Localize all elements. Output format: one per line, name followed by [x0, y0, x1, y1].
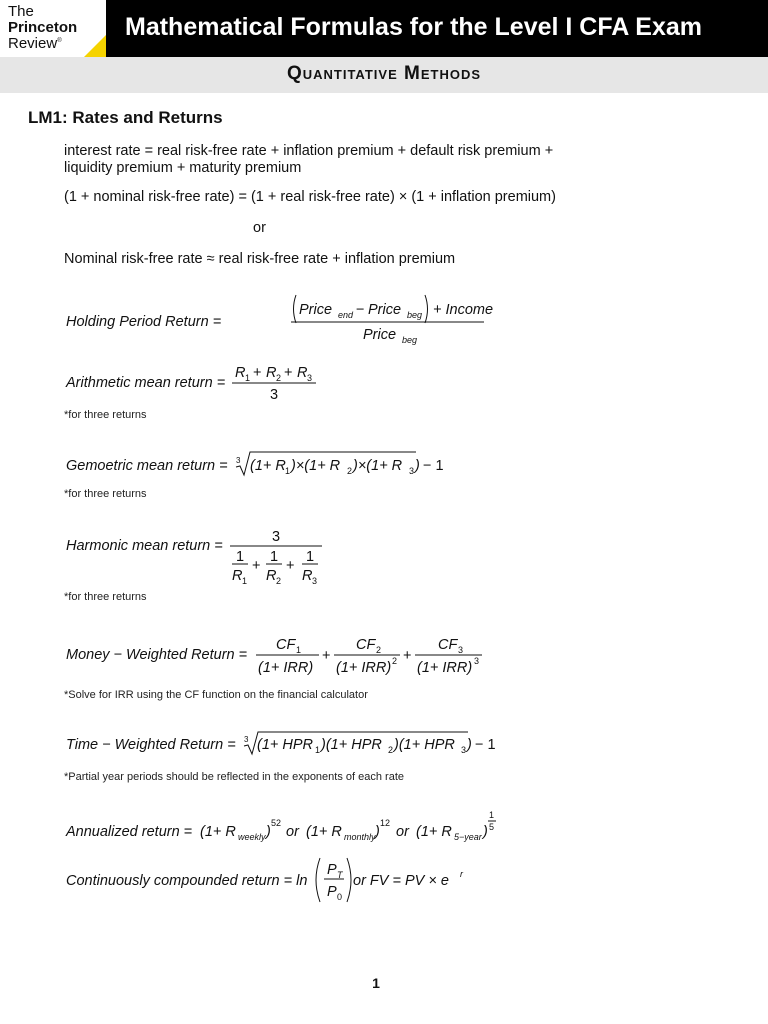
- page-number: 1: [372, 975, 380, 991]
- svg-text:(1+ R: (1+ R: [250, 458, 286, 474]
- annualized-return-formula: [60, 808, 510, 850]
- harmonic-note: *for three returns: [64, 591, 147, 603]
- svg-text:P: P: [327, 884, 337, 900]
- svg-text:+: +: [403, 648, 412, 664]
- svg-text:Gemoetric mean return =: Gemoetric mean return =: [66, 458, 228, 474]
- svg-text:2: 2: [347, 466, 353, 476]
- geometric-note: *for three returns: [64, 488, 147, 500]
- svg-text:1: 1: [285, 466, 291, 476]
- svg-text:1: 1: [489, 810, 495, 820]
- svg-text:(1+ R: (1+ R: [200, 824, 236, 840]
- svg-text:(1+ IRR): (1+ IRR): [417, 660, 473, 676]
- svg-text:R: R: [235, 365, 246, 381]
- svg-text:1: 1: [296, 645, 302, 655]
- svg-text:3: 3: [307, 373, 313, 383]
- svg-text:2: 2: [276, 576, 282, 586]
- logo-line-3: Review®: [8, 35, 62, 52]
- svg-text:(1+ R: (1+ R: [416, 824, 452, 840]
- svg-text:): ): [483, 824, 488, 840]
- svg-text:CF: CF: [438, 637, 458, 653]
- svg-text:monthly: monthly: [344, 832, 376, 842]
- svg-text:or FV = PV × e: or FV = PV × e: [353, 873, 449, 889]
- svg-text:− 1: − 1: [423, 458, 444, 474]
- svg-text:3: 3: [312, 576, 318, 586]
- document-title: Mathematical Formulas for the Level I CFA Exam: [125, 13, 703, 41]
- svg-text:12: 12: [380, 818, 391, 828]
- svg-text:R: R: [297, 365, 308, 381]
- svg-text:(1+ R: (1+ R: [306, 824, 342, 840]
- svg-text:): ): [415, 458, 420, 474]
- svg-text:(1+ HPR: (1+ HPR: [257, 737, 314, 753]
- svg-text:1: 1: [242, 576, 248, 586]
- svg-text:): ): [266, 824, 271, 840]
- trademark-mark: ®: [57, 38, 62, 44]
- svg-text:): ): [375, 824, 380, 840]
- svg-text:1: 1: [236, 549, 245, 565]
- svg-text:5: 5: [489, 822, 495, 832]
- harmonic-mean-formula: [60, 526, 380, 590]
- svg-text:1: 1: [306, 549, 315, 565]
- svg-text:CF: CF: [276, 637, 296, 653]
- svg-text:2: 2: [376, 645, 382, 655]
- logo-line-1: The: [8, 3, 34, 20]
- svg-text:2: 2: [276, 373, 282, 383]
- svg-text:3: 3: [236, 456, 241, 465]
- svg-text:(1+ IRR): (1+ IRR): [258, 660, 314, 676]
- holding-period-return-formula: [60, 292, 494, 352]
- svg-text:1: 1: [315, 745, 321, 755]
- svg-text:2: 2: [388, 745, 394, 755]
- svg-text:Time − Weighted Return =: Time − Weighted Return =: [66, 737, 236, 753]
- svg-text:Price: Price: [368, 302, 402, 318]
- nominal-rate-approximation: Nominal risk-free rate ≈ real risk-free rate + inflation premium: [64, 251, 456, 267]
- section-title: Quantitative Methods: [286, 63, 482, 84]
- svg-text:3: 3: [409, 466, 415, 476]
- irr-note: *Solve for IRR using the CF function on the financial calculator: [64, 689, 368, 701]
- svg-text:3: 3: [270, 387, 279, 403]
- money-weighted-return-formula: [60, 632, 500, 682]
- time-weighted-return-formula: [60, 728, 500, 762]
- svg-text:weekly: weekly: [238, 832, 266, 842]
- or-connector: or: [253, 220, 266, 236]
- logo-yellow-triangle: [84, 35, 106, 57]
- svg-text:Money − Weighted Return =: Money − Weighted Return =: [66, 647, 248, 663]
- svg-text:R: R: [232, 568, 243, 584]
- svg-text:)(1+ HPR: )(1+ HPR: [321, 737, 382, 753]
- svg-text:−: −: [356, 302, 365, 318]
- svg-text:Annualized return =: Annualized return =: [66, 824, 193, 840]
- lm1-heading: LM1: Rates and Returns: [28, 108, 223, 127]
- interest-rate-line-1: interest rate = real risk-free rate + inflation premium + default risk premium +: [64, 143, 554, 159]
- svg-text:+: +: [253, 365, 262, 381]
- nominal-rate-equation: (1 + nominal risk-free rate) = (1 + real risk-free rate) × (1 + inflation premium): [64, 189, 556, 205]
- svg-text:1: 1: [245, 373, 251, 383]
- svg-text:+: +: [286, 558, 295, 574]
- svg-text:CF: CF: [356, 637, 376, 653]
- svg-text:Continuously compounded return: Continuously compounded return = ln: [66, 873, 308, 889]
- svg-text:P: P: [327, 862, 337, 878]
- partial-year-note: *Partial year periods should be reflected in the exponents of each rate: [64, 771, 404, 783]
- svg-text:Price: Price: [299, 302, 333, 318]
- svg-text:Holding Period Return =: Holding Period Return =: [66, 314, 222, 330]
- arithmetic-mean-formula: [60, 362, 380, 406]
- svg-text:3: 3: [458, 645, 464, 655]
- svg-text:3: 3: [272, 529, 281, 545]
- svg-text:end: end: [338, 310, 354, 320]
- svg-text:)×(1+ R: )×(1+ R: [353, 458, 403, 474]
- svg-text:beg: beg: [402, 335, 418, 345]
- geometric-mean-formula: [60, 448, 480, 482]
- svg-text:or: or: [286, 824, 299, 840]
- continuous-compounding-formula: [60, 854, 480, 904]
- svg-text:3: 3: [244, 735, 249, 744]
- svg-text:3: 3: [461, 745, 467, 755]
- svg-text:(1+ IRR): (1+ IRR): [336, 660, 392, 676]
- svg-text:R: R: [266, 568, 277, 584]
- interest-rate-line-2: liquidity premium + maturity premium: [64, 160, 302, 176]
- svg-text:Price: Price: [363, 327, 397, 343]
- svg-text:0: 0: [337, 892, 343, 902]
- svg-text:R: R: [266, 365, 277, 381]
- svg-text:3: 3: [474, 656, 480, 666]
- svg-text:+ Income: + Income: [433, 302, 494, 318]
- svg-text:1: 1: [270, 549, 279, 565]
- princeton-review-logo: [0, 0, 106, 57]
- svg-text:+: +: [252, 558, 261, 574]
- svg-text:2: 2: [392, 656, 398, 666]
- arithmetic-note: *for three returns: [64, 409, 147, 421]
- svg-text:r: r: [460, 869, 463, 879]
- svg-text:5−year: 5−year: [454, 832, 482, 842]
- svg-text:)(1+ HPR: )(1+ HPR: [394, 737, 455, 753]
- svg-text:beg: beg: [407, 310, 423, 320]
- svg-text:− 1: − 1: [475, 737, 496, 753]
- svg-text:52: 52: [271, 818, 282, 828]
- svg-text:or: or: [396, 824, 409, 840]
- svg-text:Arithmetic mean return =: Arithmetic mean return =: [66, 375, 226, 391]
- svg-text:R: R: [302, 568, 313, 584]
- logo-line-2: Princeton: [8, 19, 78, 36]
- svg-text:Harmonic mean return =: Harmonic mean return =: [66, 538, 223, 554]
- svg-text:+: +: [284, 365, 293, 381]
- svg-text:+: +: [322, 648, 331, 664]
- svg-text:): ): [467, 737, 472, 753]
- svg-text:T: T: [337, 870, 343, 880]
- svg-text:)×(1+ R: )×(1+ R: [291, 458, 341, 474]
